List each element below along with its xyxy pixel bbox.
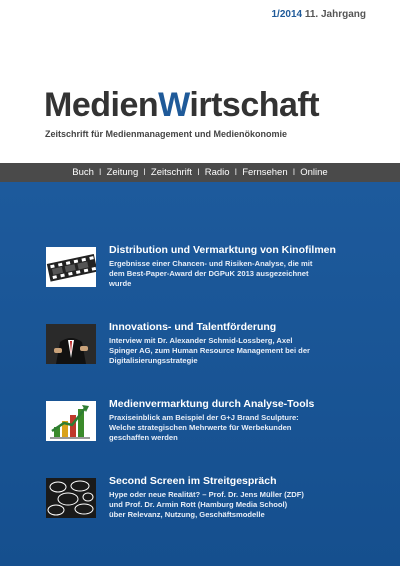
business-person-icon (46, 324, 96, 364)
speech-bubbles-icon (46, 478, 96, 518)
issue-info (271, 9, 366, 20)
article-title: Innovations- und Talentförderung (109, 321, 277, 333)
nav-separator: I (234, 167, 238, 178)
article-title: Distribution und Vermarktung von Kinofilmen (109, 244, 336, 256)
article-title: Medienvermarktung durch Analyse-Tools (109, 398, 315, 410)
article-teaser (109, 490, 371, 520)
nav-separator: I (143, 167, 146, 178)
nav-separator: I (98, 167, 102, 178)
nav-separator: I (197, 167, 200, 178)
media-category-bar (0, 163, 400, 182)
teaser-line: Spinger AG, zum Human Resource Management bei der (109, 346, 310, 355)
category-online: Online (300, 167, 328, 178)
teaser-line: Welche strategischen Mehrwerte für Werbekunden (109, 423, 292, 432)
teaser-line: Hype oder neue Realität? – Prof. Dr. Jens Müller (ZDF) (109, 490, 304, 499)
logo-part-medien: Medien (44, 86, 159, 124)
logo-part-w: W (158, 86, 190, 124)
teaser-line: dem Best-Paper-Award der DGPuK 2013 ausgezeichnet (109, 269, 309, 278)
issue-number: 1/2014 (271, 9, 303, 20)
magazine-logo (44, 88, 319, 122)
article-teaser (109, 413, 371, 443)
film-strip-icon (46, 247, 96, 287)
category-fernsehen: Fernsehen (242, 167, 288, 178)
article-teaser (109, 259, 371, 289)
teaser-line: Ergebnisse einer Chancen- und Risiken-Analyse, die mit (109, 259, 313, 268)
issue-volume: 11. Jahrgang (304, 9, 366, 20)
category-buch: Buch (72, 167, 94, 178)
teaser-line: Interview mit Dr. Alexander Schmid-Lossberg, Axel (109, 336, 293, 345)
teaser-line: wurde (109, 279, 132, 288)
teaser-line: Digitalisierungsstrategie (109, 356, 198, 365)
teaser-line: und Prof. Dr. Armin Rott (Hamburg Media School) (109, 500, 288, 509)
article-teaser (109, 336, 371, 366)
category-radio: Radio (204, 167, 230, 178)
article-title: Second Screen im Streitgespräch (109, 475, 277, 487)
bar-chart-icon (46, 401, 96, 441)
teaser-line: Praxiseinblick am Beispiel der G+J Brand Sculpture: (109, 413, 299, 422)
category-zeitschrift: Zeitschrift (150, 167, 193, 178)
teaser-line: geschaffen werden (109, 433, 178, 442)
nav-separator: I (292, 167, 296, 178)
logo-part-irtschaft: irtschaft (189, 86, 320, 124)
teaser-line: über Relevanz, Nutzung, Geschäftsmodelle (109, 510, 265, 519)
category-zeitung: Zeitung (106, 167, 139, 178)
magazine-subtitle: Zeitschrift für Medienmanagement und Medienökonomie (45, 129, 288, 139)
